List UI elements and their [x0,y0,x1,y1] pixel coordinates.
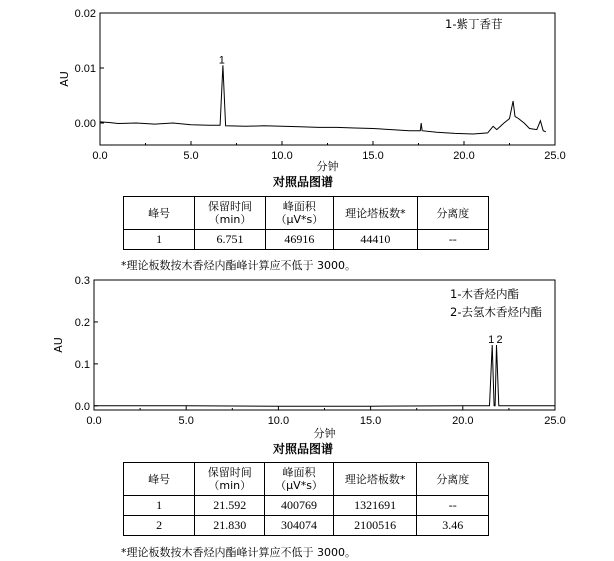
chart1-x-tick-label: 5.0 [183,150,199,162]
col-theoretical-plates: 理论塔板数* [333,463,417,496]
col-peak-area: 峰面积 （μV*s） [265,197,333,230]
chart1-x-tick-label: 10.0 [271,150,293,162]
chart1-x-axis-label: 分钟 [316,160,339,173]
chart2-y-tick-label: 0.0 [74,400,90,413]
col-retention-time: 保留时间 （min） [195,463,265,496]
chart1-x-tick-label: 15.0 [362,150,384,162]
chart2-x-tick-label: 0.0 [86,415,102,427]
col-resolution: 分离度 [417,197,488,230]
chart2-x-axis-label: 分钟 [313,427,336,440]
chart1-legend-entry-1: 1-紫丁香苷 [445,17,503,31]
chart1-results-table [123,196,489,250]
chart1-x-tick-label: 20.0 [453,150,475,162]
chart2-x-tick-label: 25.0 [544,415,566,427]
chart2-note: *理论板数按木香烃内酯峰计算应不低于 3000。 [121,546,356,559]
chart1-x-tick-label: 0.0 [92,150,108,162]
chart2-y-tick-label: 0.2 [74,316,90,329]
chart1-note: *理论板数按木香烃内酯峰计算应不低于 3000。 [121,259,356,272]
chart2-x-tick-label: 20.0 [452,415,474,427]
chart2-y-tick-label: 0.1 [74,358,90,371]
chart2-legend-entry-1: 1-木香烃内酯 [450,287,519,301]
col-peak-area: 峰面积 （μV*s） [265,463,333,496]
chart2-y-tick-label: 0.3 [74,275,90,287]
chart2-y-axis-label: AU [52,337,65,353]
chart2-peak-label: 2 [496,334,503,346]
chart2-x-tick-label: 15.0 [359,415,382,427]
chart2-legend-entry-2: 2-去氢木香烃内酯 [450,305,542,319]
chart1-plot-frame [100,13,555,145]
chart2-peak-label: 1 [488,334,495,346]
col-theoretical-plates: 理论塔板数* [334,197,418,230]
chart1-y-tick-label: 0.01 [74,63,96,75]
chart2-results-table [123,462,489,536]
chart2-x-tick-label: 10.0 [267,415,290,427]
chart1-x-tick-label: 25.0 [544,150,566,162]
chart1-y-tick-label: 0.02 [74,8,96,20]
col-peak-no: 峰号 [124,197,195,230]
chart1-peak-label: 1 [218,54,225,67]
chart2-title: 对照品图谱 [273,442,334,456]
table-row: 1 21.592 400769 1321691 -- [124,496,489,516]
chart1-y-axis-label: AU [58,71,71,87]
chart2-x-tick-label: 5.0 [178,415,194,427]
chart1-trace-line [100,65,546,134]
chart2-legend [450,285,542,321]
table-row: 1 6.751 46916 44410 -- [124,230,489,250]
col-resolution: 分离度 [417,463,489,496]
col-peak-no: 峰号 [124,463,195,496]
chart1-y-tick-label: 0.00 [74,118,96,130]
col-retention-time: 保留时间 （min） [195,197,265,230]
chart1-legend [445,16,502,32]
table-row: 2 21.830 304074 2100516 3.46 [124,516,489,536]
chart1-title: 对照品图谱 [273,175,334,189]
chart2-trace-line [94,345,555,406]
